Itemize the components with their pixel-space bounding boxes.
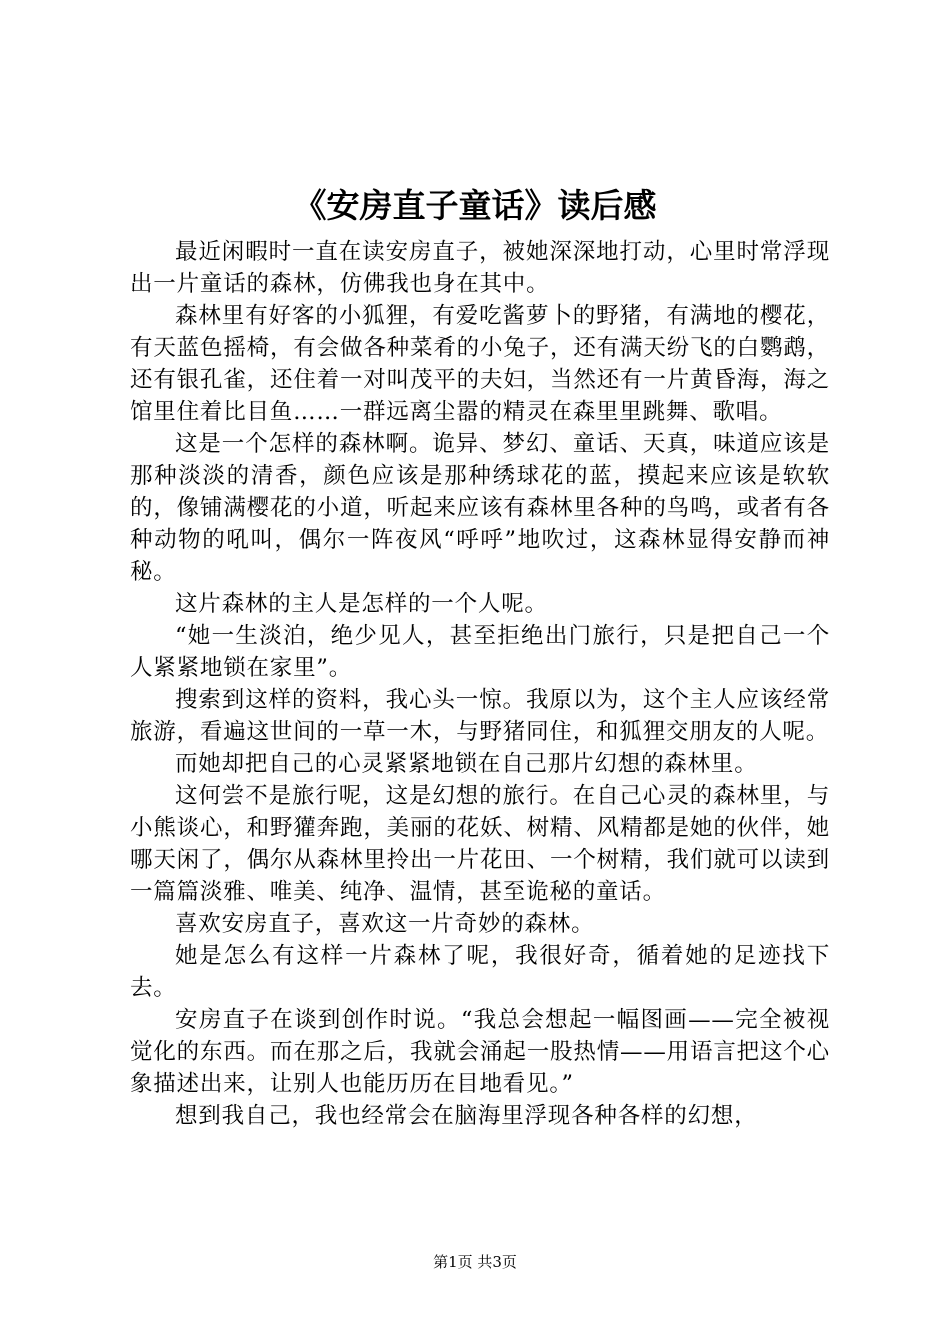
paragraph-10: 她是怎么有这样一片森林了呢，我很好奇，循着她的足迹找下去。 [130, 943, 830, 1001]
paragraph-7: 而她却把自己的心灵紧紧地锁在自己那片幻想的森林里。 [175, 751, 758, 777]
paragraph-8: 这何尝不是旅行呢，这是幻想的旅行。在自己心灵的森林里，与小熊谈心，和野獾奔跑，美丽的花妖、树精、风精都是她的伙伴，她哪天闲了，偶尔从森林里拎出一片花田、一个树精，我们就可以读到一篇篇淡雅、唯美、纯净、温情，甚至诡秘的童话。 [130, 783, 830, 905]
paragraph-2: 森林里有好客的小狐狸，有爱吃酱萝卜的野猪，有满地的樱花，有天蓝色摇椅，有会做各种菜肴的小兔子，还有满天纷飞的白鹦鹉，还有银孔雀，还住着一对叫茂平的夫妇，当然还有一片黄昏海，海之馆里住着比目鱼……一群远离尘嚣的精灵在森里里跳舞、歌唱。 [130, 303, 830, 425]
paragraph-12: 想到我自己，我也经常会在脑海里浮现各种各样的幻想， [175, 1103, 758, 1129]
paragraph-1: 最近闲暇时一直在读安房直子，被她深深地打动，心里时常浮现出一片童话的森林，仿佛我也身在其中。 [130, 239, 830, 297]
page-footer: 第1页 共3页 [433, 1253, 517, 1271]
paragraph-5: “她一生淡泊，绝少见人，甚至拒绝出门旅行，只是把自己一个人紧紧地锁在家里”。 [130, 623, 830, 681]
paragraph-11: 安房直子在谈到创作时说。“我总会想起一幅图画——完全被视觉化的东西。而在那之后，我就会涌起一股热情——用语言把这个心象描述出来，让别人也能历历在目地看见。” [130, 1007, 830, 1097]
page-title: 《安房直子童话》读后感 [293, 186, 657, 225]
article-body [130, 236, 830, 1132]
paragraph-6: 搜索到这样的资料，我心头一惊。我原以为，这个主人应该经常旅游，看遍这世间的一草一木，与野猪同住，和狐狸交朋友的人呢。 [130, 687, 830, 745]
paragraph-9: 喜欢安房直子，喜欢这一片奇妙的森林。 [175, 911, 595, 937]
paragraph-3: 这是一个怎样的森林啊。诡异、梦幻、童话、天真，味道应该是那种淡淡的清香，颜色应该是那种绣球花的蓝，摸起来应该是软软的，像铺满樱花的小道，听起来应该有森林里各种的鸟鸣，或者有各种动物的吼叫，偶尔一阵夜风“呼呼”地吹过，这森林显得安静而神秘。 [130, 431, 830, 585]
paragraph-4: 这片森林的主人是怎样的一个人呢。 [175, 591, 548, 617]
